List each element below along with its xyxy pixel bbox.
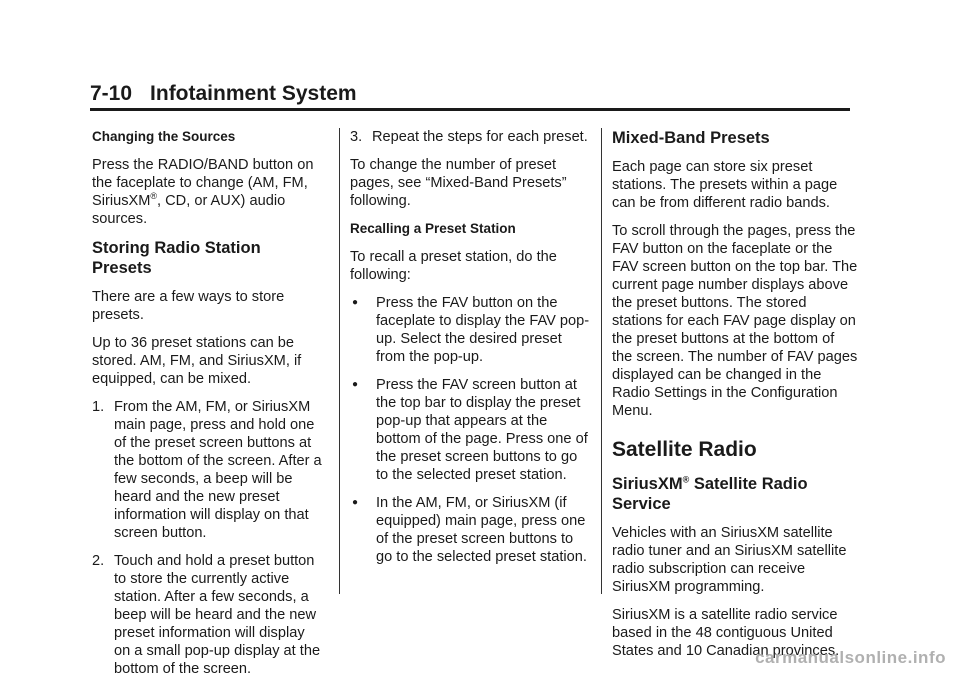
storing-presets-paragraph-1: There are a few ways to store presets. [92, 289, 285, 323]
step-3-text: Repeat the steps for each preset. [372, 129, 588, 145]
column-1 [92, 128, 324, 688]
satellite-paragraph-2: SiriusXM is a satellite radio service based in the 48 contiguous United States and 10 Canadian provinces. [612, 607, 840, 659]
bullet-text-2: Press the FAV screen button at the top bar to display the preset pop-up that appears at the bottom of the page. Press one of the preset screen buttons to go to the selected preset station. [376, 377, 588, 483]
bullet-item-2 [350, 376, 590, 484]
satellite-radio-heading: Satellite Radio [612, 438, 757, 461]
bullet-item-3 [350, 494, 590, 566]
section-title: Infotainment System [150, 82, 357, 105]
changing-sources-text-b: , CD, or AUX) audio sources. [92, 193, 286, 227]
bullet-icon: ● [352, 379, 359, 390]
step-3 [350, 128, 590, 146]
mixed-band-heading: Mixed-Band Presets [612, 129, 770, 147]
changing-sources-heading: Changing the Sources [92, 129, 236, 144]
column-divider-2 [601, 128, 602, 594]
step-2-text: Touch and hold a preset button to store the currently active station. After a few seconds, a beep will be heard and the new preset information will display on a small pop-up display at the bottom of the screen. [114, 553, 321, 677]
bullet-item-1 [350, 294, 590, 366]
step-2 [92, 552, 324, 678]
step-1-number: 1. [92, 399, 105, 415]
siriusxm-heading-text-a: SiriusXM [612, 475, 683, 493]
recalling-heading: Recalling a Preset Station [350, 221, 516, 236]
page-header [90, 80, 850, 111]
step-3-number: 3. [350, 129, 363, 145]
change-pages-paragraph: To change the number of preset pages, see “Mixed-Band Presets” following. [350, 157, 567, 209]
step-1 [92, 398, 324, 542]
bullet-icon: ● [352, 297, 359, 308]
recalling-intro: To recall a preset station, do the following: [350, 249, 557, 283]
satellite-paragraph-1: Vehicles with an SiriusXM satellite radio tuner and an SiriusXM satellite radio subscription can receive SiriusXM programming. [612, 525, 847, 595]
bullet-text-3: In the AM, FM, or SiriusXM (if equipped) main page, press one of the preset screen buttons to go to the selected preset station. [376, 495, 587, 565]
step-1-text: From the AM, FM, or SiriusXM main page, press and hold one of the preset screen buttons at the bottom of the screen. After a few seconds, a beep will be heard and the new preset information will display on that screen button. [114, 399, 322, 541]
watermark: carmanualsonline.info [755, 648, 946, 667]
column-divider-1 [339, 128, 340, 594]
column-2 [350, 128, 590, 576]
step-2-number: 2. [92, 553, 105, 569]
column-3 [612, 128, 858, 670]
registered-mark: ® [682, 474, 690, 485]
changing-sources-text-a: Press the RADIO/BAND button on the faceplate to change (AM, FM, SiriusXM [92, 157, 314, 209]
storing-presets-heading: Storing Radio Station Presets [92, 239, 261, 277]
page-number: 7-10 [90, 82, 133, 105]
bullet-icon: ● [352, 497, 359, 508]
siriusxm-heading-text-b: Satellite Radio Service [612, 475, 808, 513]
bullet-text-1: Press the FAV button on the faceplate to display the FAV pop-up. Select the desired preset from the pop-up. [376, 295, 590, 365]
mixed-band-paragraph-2: To scroll through the pages, press the FAV button on the faceplate or the FAV screen button on the top bar. The current page number displays above the preset buttons. The stored stations for each FAV page display on the preset buttons at the bottom of the screen. The number of FAV pages displayed can be changed in the Radio Settings in the Configuration Menu. [612, 223, 858, 419]
registered-mark: ® [150, 191, 158, 202]
storing-presets-paragraph-2: Up to 36 preset stations can be stored. AM, FM, and SiriusXM, if equipped, can be mixed. [92, 335, 302, 387]
mixed-band-paragraph-1: Each page can store six preset stations. The presets within a page can be from different radio bands. [612, 159, 838, 211]
changing-sources-paragraph [92, 156, 324, 228]
siriusxm-service-heading [612, 474, 858, 514]
